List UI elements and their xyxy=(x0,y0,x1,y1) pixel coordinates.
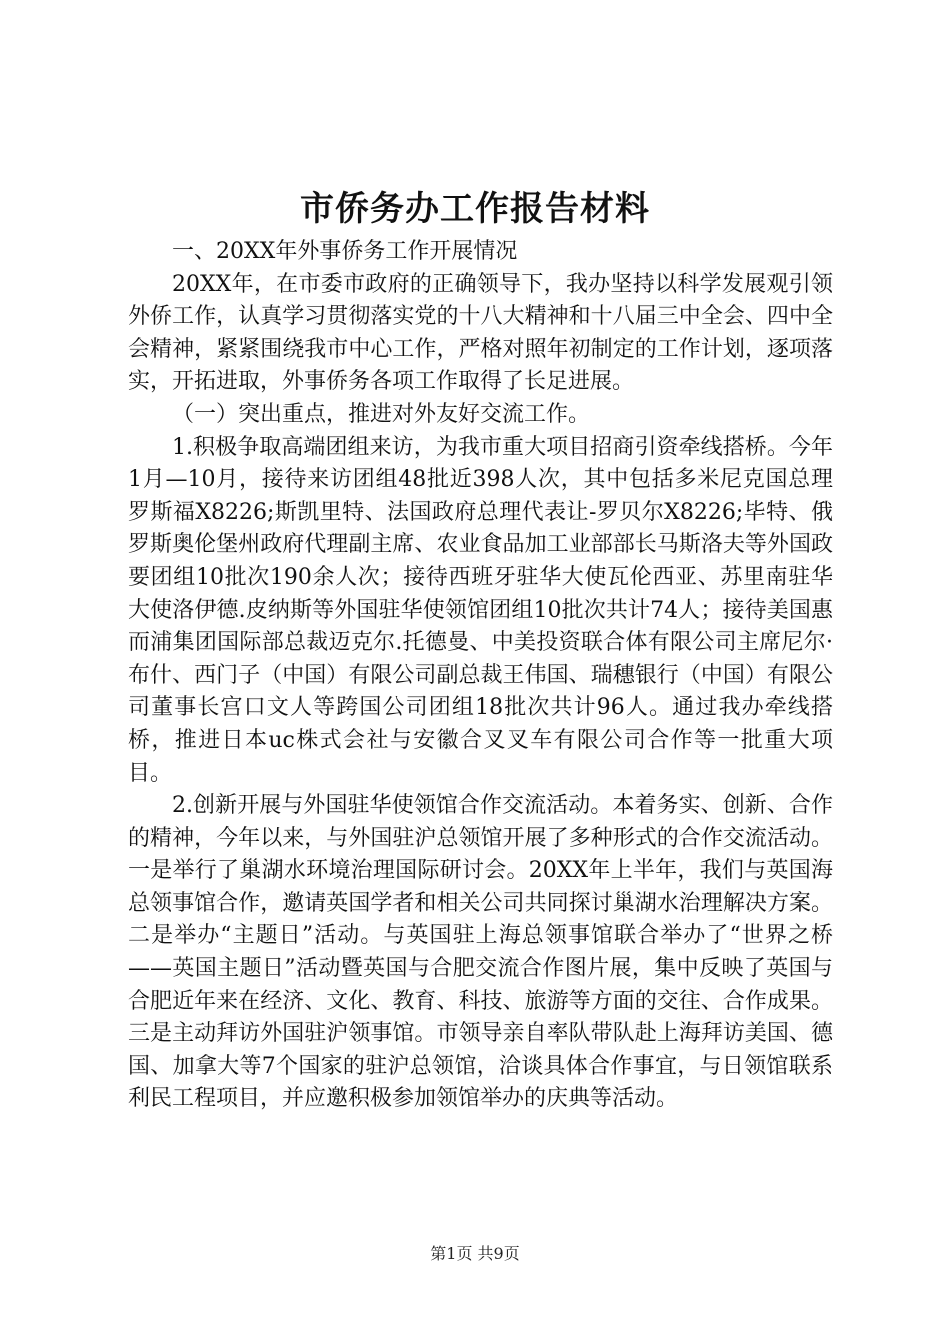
subsection-heading: （一）突出重点，推进对外友好交流工作。 xyxy=(172,401,591,427)
page-footer: 第1页 共9页 xyxy=(430,1244,520,1263)
document-body xyxy=(128,236,833,1116)
item-1-paragraph: 1.积极争取高端团组来访，为我市重大项目招商引资牵线搭桥。今年1月—10月，接待来访团组48批近398人次，其中包括多米尼克国总理罗斯福X8226;斯凯里特、法国政府总理代表让-罗贝尔X8226;毕特、俄罗斯奥伦堡州政府代理副主席、农业食品加工业部部长马斯洛夫等外国政要团组10批次190余人次；接待西班牙驻华大使瓦伦西亚、苏里南驻华大使洛伊德.皮纳斯等外国驻华使领馆团组10批次共计74人；接待美国惠而浦集团国际部总裁迈克尔.托德曼、中美投资联合体有限公司主席尼尔·布什、西门子（中国）有限公司副总裁王伟国、瑞穗银行（中国）有限公司董事长宫口文人等跨国公司团组18批次共计96人。通过我办牵线搭桥，推进日本uc株式会社与安徽合叉叉车有限公司合作等一批重大项目。 xyxy=(128,434,833,786)
intro-paragraph: 20XX年，在市委市政府的正确领导下，我办坚持以科学发展观引领外侨工作，认真学习贯彻落实党的十八大精神和十八届三中全会、四中全会精神，紧紧围绕我市中心工作，严格对照年初制定的工作计划，逐项落实，开拓进取，外事侨务各项工作取得了长足进展。 xyxy=(128,271,833,395)
section-heading: 一、20XX年外事侨务工作开展情况 xyxy=(172,239,518,264)
document-title: 市侨务办工作报告材料 xyxy=(300,189,650,229)
item-2-paragraph: 2.创新开展与外国驻华使领馆合作交流活动。本着务实、创新、合作的精神，今年以来，与外国驻沪总领馆开展了多种形式的合作交流活动。一是举行了巢湖水环境治理国际研讨会。20XX年上半年，我们与英国海总领事馆合作，邀请英国学者和相关公司共同探讨巢湖水治理解决方案。二是举办“主题日”活动。与英国驻上海总领事馆联合举办了“世界之桥——英国主题日”活动暨英国与合肥交流合作图片展，集中反映了英国与合肥近年来在经济、文化、教育、科技、旅游等方面的交往、合作成果。三是主动拜访外国驻沪领事馆。市领导亲自率队带队赴上海拜访美国、德国、加拿大等7个国家的驻沪总领馆，洽谈具体合作事宜，与日领馆联系利民工程项目，并应邀积极参加领馆举办的庆典等活动。 xyxy=(128,793,833,1112)
